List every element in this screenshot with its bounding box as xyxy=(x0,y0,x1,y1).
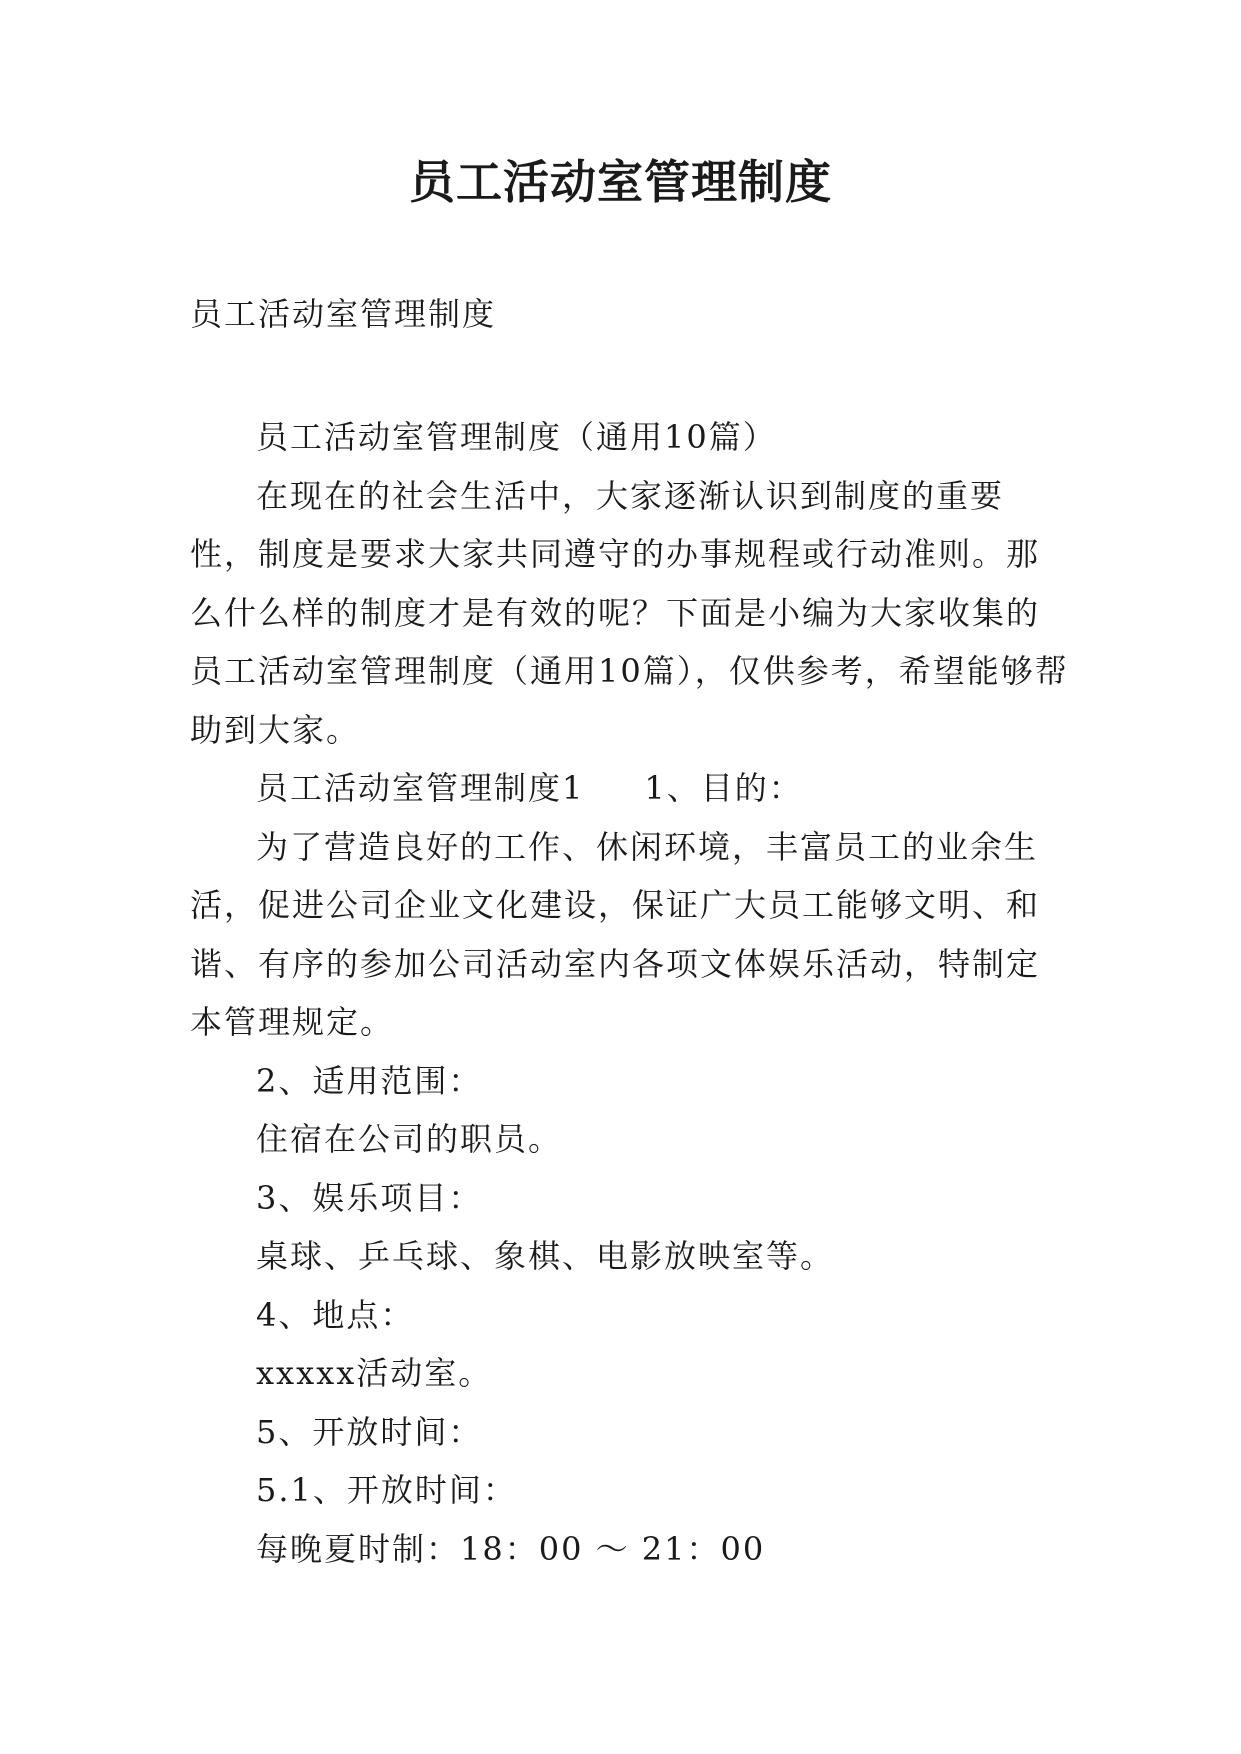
paragraph-purpose: 为了营造良好的工作、休闲环境，丰富员工的业余生活，促进公司企业文化建设，保证广大员工能够文明、和谐、有序的参加公司活动室内各项文体娱乐活动，特制定本管理规定。 xyxy=(190,827,1041,1041)
paragraph-section-1 xyxy=(190,759,1070,818)
paragraph-heading: 员工活动室管理制度（通用10篇） xyxy=(256,418,777,456)
section-1-title: 员工活动室管理制度1 xyxy=(256,769,585,807)
item-hours-text: 每晚夏时制：18：00 ～ 21：00 xyxy=(256,1529,766,1568)
document-title: 员工活动室管理制度 xyxy=(409,155,832,209)
item-hours-heading: 5、开放时间： xyxy=(256,1412,483,1451)
item-scope-heading: 2、适用范围： xyxy=(256,1061,483,1100)
document-body xyxy=(190,408,1070,1578)
paragraph-intro: 在现在的社会生活中，大家逐渐认识到制度的重要性，制度是要求大家共同遵守的办事规程或行动准则。那么什么样的制度才是有效的呢？下面是小编为大家收集的员工活动室管理制度（通用10篇），仅供参考，希望能够帮助到大家。 xyxy=(190,476,1069,749)
document-subtitle: 员工活动室管理制度 xyxy=(190,295,497,333)
item-purpose-heading: 1、目的： xyxy=(644,769,803,807)
item-hours-subheading: 5.1、开放时间： xyxy=(256,1471,517,1509)
item-activities-heading: 3、娱乐项目： xyxy=(256,1178,483,1217)
item-location-heading: 4、地点： xyxy=(256,1295,415,1334)
item-activities-text: 桌球、乒乓球、象棋、电影放映室等。 xyxy=(256,1237,835,1275)
item-location-text: xxxxx活动室。 xyxy=(256,1354,493,1392)
item-scope-text: 住宿在公司的职员。 xyxy=(256,1120,563,1158)
